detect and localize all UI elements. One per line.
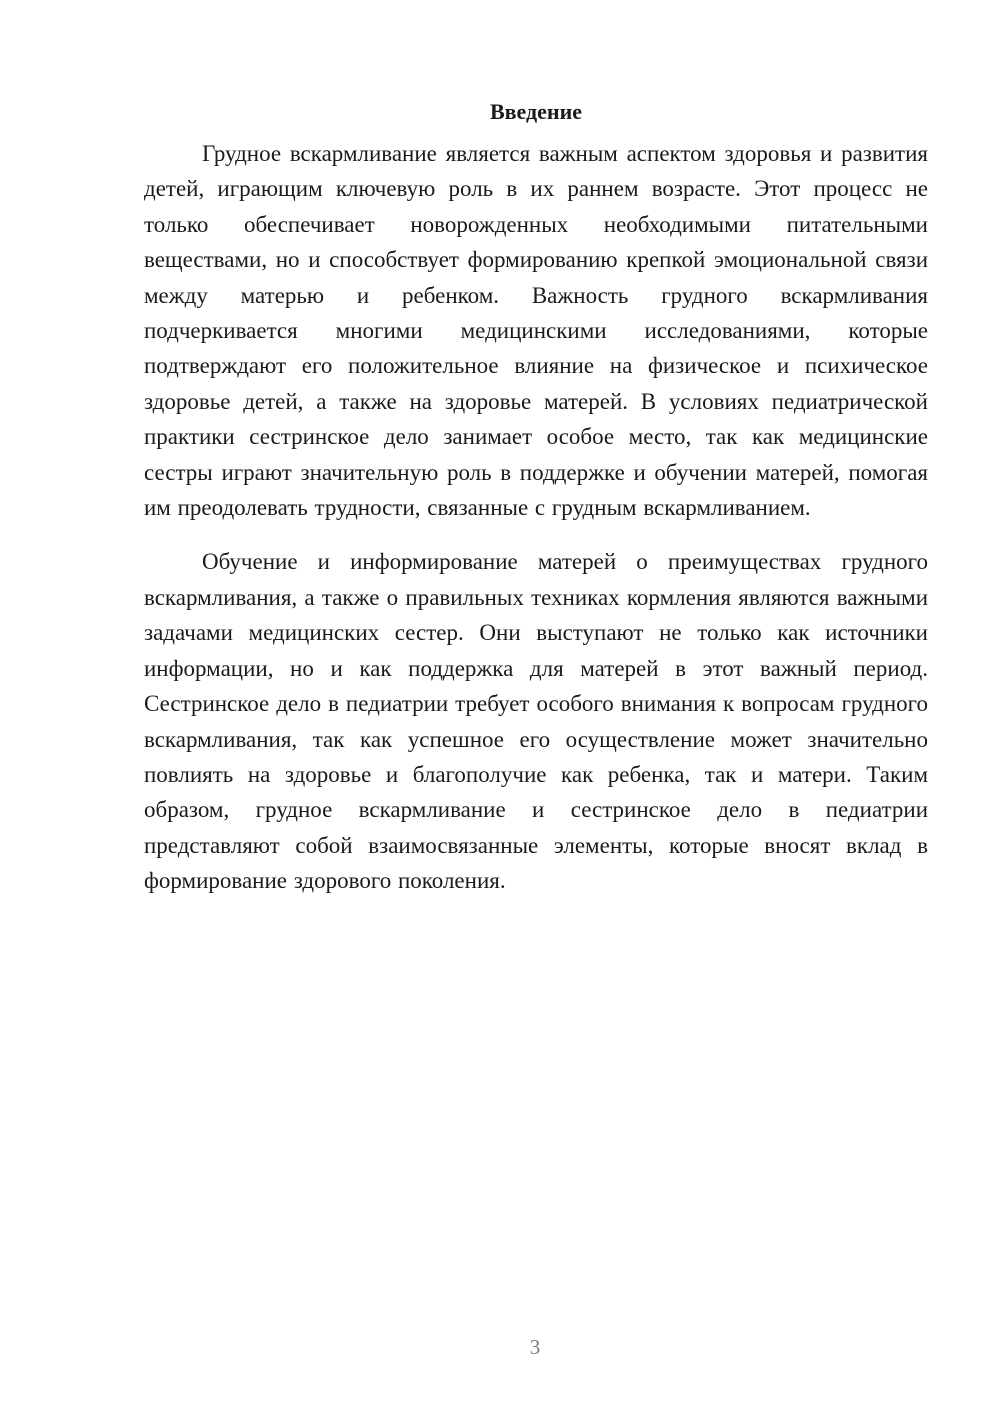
paragraph-1: Грудное вскармливание является важным аспектом здоровья и развития детей, играющим ключевую роль в их раннем возрасте. Этот процесс не только обеспечивает новорожденных необходимыми питательными веществами, но и способствует формированию крепкой эмоциональной связи между матерью и ребенком. Важность грудного вскармливания подчеркивается многими медицинскими исследованиями, которые подтверждают его положительное влияние на физическое и психическое здоровье детей, а также на здоровье матерей. В условиях педиатрической практики сестринское дело занимает особое место, так как медицинские сестры играют значительную роль в поддержке и обучении матерей, помогая им преодолевать трудности, связанные с грудным вскармливанием. bbox=[144, 141, 928, 521]
page-number: 3 bbox=[529, 1335, 541, 1359]
section-heading: Введение bbox=[489, 99, 583, 124]
page-content bbox=[144, 96, 928, 899]
paragraph-2: Обучение и информирование матерей о преимуществах грудного вскармливания, а также о правильных техниках кормления являются важными задачами медицинских сестер. Они выступают не только как источники информации, но и как поддержка для матерей в этот важный период. Сестринское дело в педиатрии требует особого внимания к вопросам грудного вскармливания, так как успешное его осуществление может значительно повлиять на здоровье и благополучие как ребенка, так и матери. Таким образом, грудное вскармливание и сестринское дело в педиатрии представляют собой взаимосвязанные элементы, которые вносят вклад в формирование здорового поколения. bbox=[144, 549, 928, 894]
